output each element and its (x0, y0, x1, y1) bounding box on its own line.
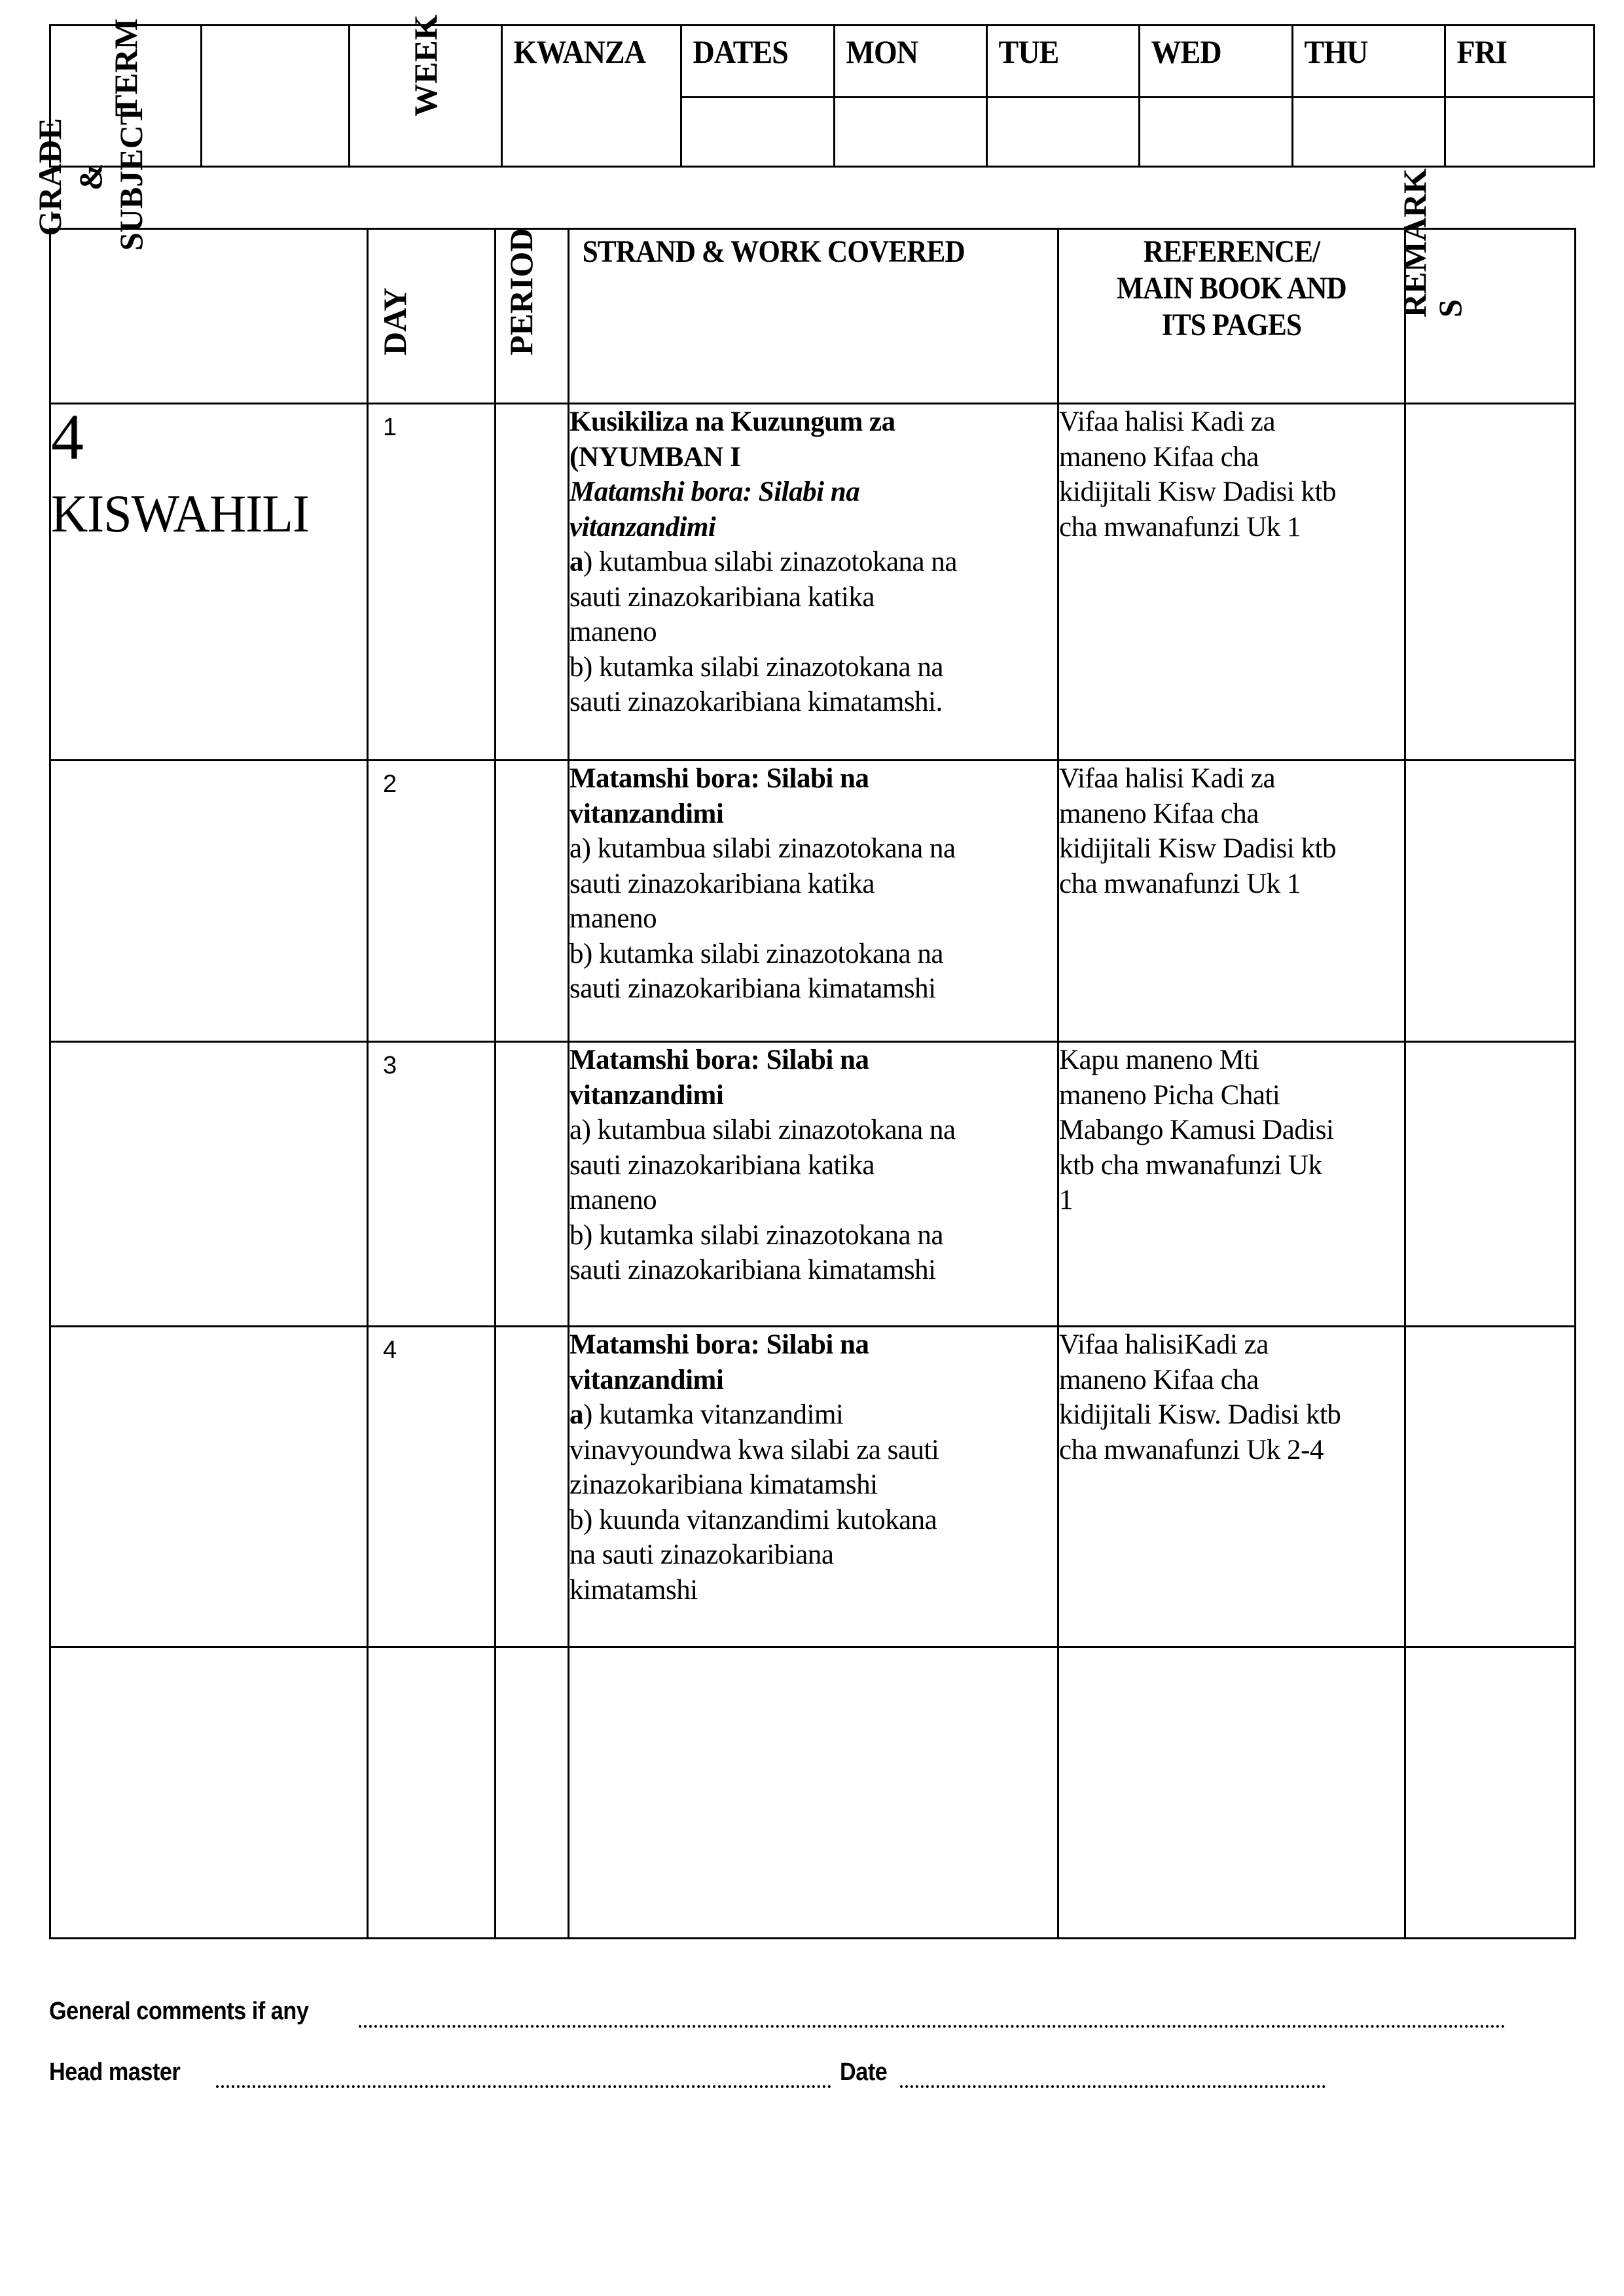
reference-line: cha mwanafunzi Uk 2-4 (1059, 1434, 1324, 1465)
table-row (50, 761, 1576, 1042)
reference-line: ktb cha mwanafunzi Uk (1059, 1149, 1322, 1181)
outcome-marker: a (569, 547, 583, 577)
reference-cell (1058, 1042, 1405, 1327)
work-covered-cell (569, 1327, 1058, 1647)
reference-header-line1: REFERENCE/ (1143, 234, 1320, 269)
day-value-tue[interactable] (987, 98, 1140, 167)
grade-subject-cell (50, 401, 368, 761)
grade-subject-cell (50, 1042, 368, 1327)
reference-line: Vifaa halisi Kadi za (1059, 763, 1276, 794)
reference-cell (1058, 404, 1405, 761)
period-cell[interactable] (496, 761, 569, 1042)
period-cell[interactable] (496, 1042, 569, 1327)
remarks-cell[interactable] (1405, 1327, 1576, 1647)
day-number: 1 (383, 414, 397, 441)
kwanza-cell (502, 26, 681, 167)
day-header-mon (835, 26, 987, 98)
header-ampersand-text: & (72, 163, 109, 191)
outcome-text: ) kutamka vitanzandimi (583, 1399, 844, 1430)
reference-cell (1058, 1327, 1405, 1647)
outcome-a-cont: maneno (569, 1185, 657, 1215)
day-header-fri (1445, 26, 1595, 98)
substrand-title: vitanzandimi (569, 511, 716, 543)
remarks-header-line1: REMARK (1396, 168, 1433, 317)
reference-line: cha mwanafunzi Uk 1 (1059, 511, 1301, 543)
week-label-cell (350, 14, 502, 167)
general-comments-label: General comments if any (49, 1998, 309, 2025)
day-value-fri[interactable] (1445, 98, 1595, 167)
outcome-b: b) kutamka silabi zinazotokana na (569, 938, 943, 969)
dates-label: DATES (693, 33, 788, 70)
day-label-tue: TUE (998, 33, 1059, 70)
work-covered-cell (569, 1042, 1058, 1327)
outcome-a-cont: maneno (569, 617, 657, 647)
day-value-wed[interactable] (1140, 98, 1293, 167)
day-header: DAY (376, 287, 413, 355)
work-covered-cell[interactable] (569, 1647, 1058, 1939)
reference-line: Vifaa halisiKadi za (1059, 1329, 1269, 1360)
dates-header-cell (681, 26, 835, 98)
outcome-a (569, 545, 1057, 580)
grade-subject-cell (50, 1327, 368, 1647)
header-subject-text: SUBJECT (113, 103, 149, 251)
header-strand (569, 229, 1058, 404)
date-label: Date (840, 2058, 888, 2086)
period-cell[interactable] (496, 1327, 569, 1647)
remarks-cell[interactable] (1405, 404, 1576, 761)
day-cell (368, 761, 496, 1042)
strand-title: vitanzandimi (569, 1079, 724, 1111)
strand-title: Matamshi bora: Silabi na (569, 1045, 869, 1075)
strand-title: Matamshi bora: Silabi na (569, 1329, 869, 1360)
strand-title: Kusikiliza na Kuzungum za (569, 406, 895, 437)
day-cell (368, 1042, 496, 1327)
header-remarks (1396, 168, 1576, 404)
term-week-header-table (49, 14, 1595, 168)
day-cell (368, 1327, 496, 1647)
reference-header-line2: MAIN BOOK AND (1117, 271, 1346, 306)
day-label-thu: THU (1304, 33, 1368, 70)
day-number: 4 (383, 1336, 397, 1364)
table-header-row (50, 229, 1576, 404)
week-label: WEEK (407, 14, 444, 117)
reference-line: Vifaa halisi Kadi za (1059, 406, 1276, 437)
scheme-of-work-table (31, 103, 1576, 1939)
header-day (368, 229, 496, 404)
header-grade-subject (31, 103, 368, 404)
outcome-a-cont: sauti zinazokaribiana katika (569, 581, 875, 613)
outcome-b: b) kutamka silabi zinazotokana na (569, 651, 943, 683)
remarks-cell[interactable] (1405, 761, 1576, 1042)
table-row (50, 1042, 1576, 1327)
reference-line: maneno Picha Chati (1059, 1079, 1280, 1111)
header-reference (1058, 229, 1405, 404)
day-number: 2 (383, 770, 397, 798)
outcome-a: a) kutambua silabi zinazotokana na (569, 1115, 956, 1145)
strand-title: vitanzandimi (569, 798, 724, 829)
day-label-fri: FRI (1456, 33, 1507, 70)
subject-name: KISWAHILI (51, 484, 309, 543)
reference-line: Kapu maneno Mti (1059, 1045, 1259, 1075)
outcome-a-cont: sauti zinazokaribiana katika (569, 1149, 875, 1181)
outcome-a-cont: zinazokaribiana kimatamshi (569, 1469, 878, 1500)
remarks-header-line2: S (1432, 299, 1468, 317)
head-master-label: Head master (49, 2058, 181, 2086)
reference-header (1076, 230, 1386, 344)
reference-line: maneno Kifaa cha (1059, 1364, 1259, 1395)
general-comments-field[interactable] (359, 2025, 1506, 2028)
term-label: TERM (107, 18, 144, 117)
table-row (50, 1327, 1576, 1647)
dates-value-cell[interactable] (681, 98, 835, 167)
table-row-empty (50, 1647, 1576, 1939)
work-covered-cell (569, 404, 1058, 761)
term-value-cell[interactable] (202, 26, 350, 167)
reference-line: kidijitali Kisw Dadisi ktb (1059, 476, 1336, 507)
remarks-cell[interactable] (1405, 1042, 1576, 1327)
period-header: PERIOD (503, 228, 539, 355)
outcome-marker: a (569, 1399, 583, 1430)
strand-header: STRAND & WORK COVERED (582, 234, 965, 269)
work-covered-cell (569, 761, 1058, 1042)
remarks-header (1397, 168, 1468, 317)
period-cell[interactable] (496, 1647, 569, 1939)
reference-line: kidijitali Kisw. Dadisi ktb (1059, 1399, 1341, 1430)
day-cell[interactable] (368, 1647, 496, 1939)
grade-subject-cell[interactable] (50, 1647, 368, 1939)
reference-line: Mabango Kamusi Dadisi (1059, 1115, 1334, 1145)
substrand-title: Matamshi bora: Silabi na (569, 476, 860, 507)
outcome-a (569, 1397, 1057, 1433)
grade-subject-cell (50, 761, 368, 1042)
head-master-field[interactable] (216, 2085, 831, 2088)
header-grade-text: GRADE (31, 118, 68, 236)
day-header-thu (1293, 26, 1445, 98)
day-label-wed: WED (1151, 33, 1221, 70)
strand-title: Matamshi bora: Silabi na (569, 763, 869, 794)
reference-line: cha mwanafunzi Uk 1 (1059, 868, 1301, 899)
reference-header-line3: ITS PAGES (1161, 308, 1302, 342)
header-period (496, 229, 569, 404)
grade-subject-header (29, 103, 151, 251)
day-cell (368, 404, 496, 761)
remarks-cell[interactable] (1405, 1647, 1576, 1939)
day-number: 3 (383, 1052, 397, 1079)
day-value-thu[interactable] (1293, 98, 1445, 167)
strand-title: (NYUMBAN I (569, 441, 741, 473)
outcome-b-cont: kimatamshi (569, 1574, 698, 1605)
outcome-a: a) kutambua silabi zinazotokana na (569, 833, 956, 864)
period-cell[interactable] (496, 404, 569, 761)
reference-line: kidijitali Kisw Dadisi ktb (1059, 833, 1336, 864)
grade-number: 4 (51, 401, 84, 473)
outcome-b-cont: sauti zinazokaribiana kimatamshi (569, 973, 936, 1004)
reference-line: 1 (1059, 1185, 1073, 1215)
kwanza-label: KWANZA (513, 33, 646, 70)
reference-line: maneno Kifaa cha (1059, 798, 1259, 829)
date-field[interactable] (900, 2085, 1326, 2088)
day-value-mon[interactable] (835, 98, 987, 167)
reference-cell[interactable] (1058, 1647, 1405, 1939)
outcome-a-cont: vinavyoundwa kwa silabi za sauti (569, 1434, 939, 1465)
day-label-mon: MON (846, 33, 918, 70)
outcome-b: b) kuunda vitanzandimi kutokana (569, 1504, 937, 1535)
table-row (50, 404, 1576, 761)
strand-title: vitanzandimi (569, 1364, 724, 1395)
outcome-b-cont: na sauti zinazokaribiana (569, 1539, 834, 1570)
outcome-text: ) kutambua silabi zinazotokana na (583, 547, 957, 577)
day-header-wed (1140, 26, 1293, 98)
outcome-b-cont: sauti zinazokaribiana kimatamshi (569, 1255, 936, 1285)
outcome-a-cont: maneno (569, 903, 657, 934)
outcome-b: b) kutamka silabi zinazotokana na (569, 1219, 943, 1251)
day-header-tue (987, 26, 1140, 98)
reference-line: maneno Kifaa cha (1059, 441, 1259, 473)
reference-cell (1058, 761, 1405, 1042)
outcome-b-cont: sauti zinazokaribiana kimatamshi. (569, 687, 943, 717)
outcome-a-cont: sauti zinazokaribiana katika (569, 868, 875, 899)
